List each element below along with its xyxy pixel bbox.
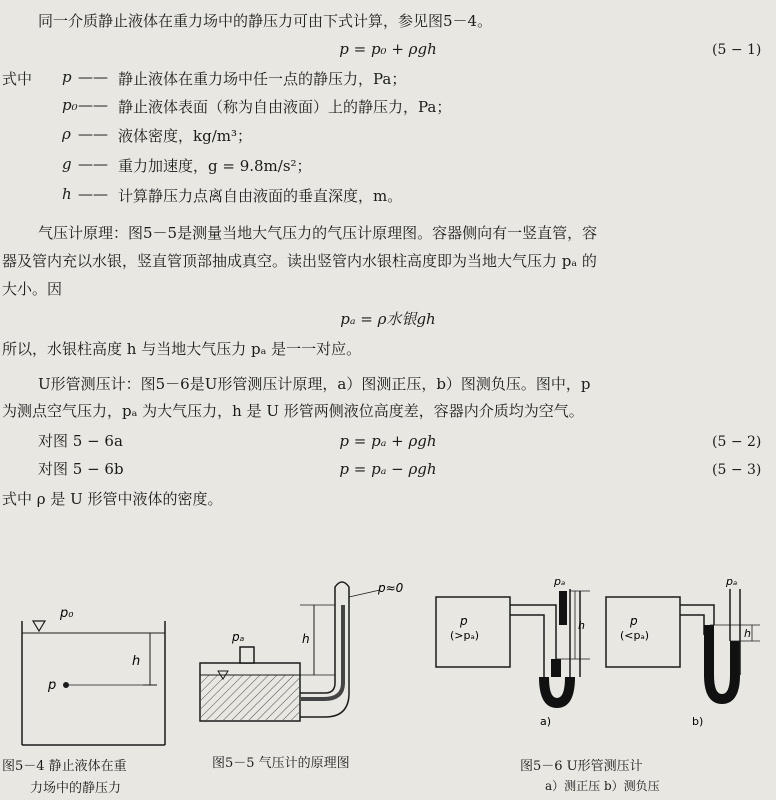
definition-text: 液体密度，kg/m³； [118, 127, 252, 145]
definition-text: 重力加速度，g = 9.8m/s²； [118, 157, 312, 175]
mercury-column [301, 605, 343, 699]
u-bend-a [544, 677, 570, 703]
figure-5-6 [430, 575, 776, 745]
figure-5-5 [190, 575, 440, 750]
mercury-pool [201, 675, 299, 720]
h-label: h [302, 632, 310, 646]
figure-5-6-caption: 图5－6 U形管测压计 [520, 759, 643, 774]
tube-a-left [510, 605, 556, 677]
u-tube-paragraph-line2: 为测点空气压力，pₐ 为大气压力，h 是 U 形管两侧液位高度差，容器内介质均为空气。 [2, 402, 584, 420]
barometer-paragraph-line1: 气压计原理：图5－5是测量当地大气压力的气压计原理图。容器侧向有一竖直管，容 [38, 224, 598, 242]
equation-5-2-number: (5 − 2) [712, 434, 762, 450]
b-p-label: p [630, 614, 638, 628]
equation-mercury: pₐ = ρ水银gh [340, 310, 436, 328]
a-p-label: p [460, 614, 468, 628]
equation-5-3-label: 对图 5 − 6b [38, 460, 124, 478]
equation-5-2: p = pₐ + ρgh [339, 432, 437, 450]
correspondence-text: 所以，水银柱高度 h 与当地大气压力 pₐ 是一一对应。 [2, 340, 362, 358]
definition-text: 计算静压力点离自由液面的垂直深度，m。 [118, 187, 403, 205]
vacuum-label: p≈0 [378, 581, 404, 595]
b-h-label: h [744, 627, 751, 640]
pa-label: pₐ [232, 630, 245, 644]
a-pa-label: pₐ [554, 575, 566, 588]
b-pa-label: pₐ [726, 575, 738, 588]
definition-text: 静止液体表面（称为自由液面）上的静压力，Pa； [118, 98, 452, 116]
definition-dash: —— [78, 96, 108, 114]
intro-text: 同一介质静止液体在重力场中的静压力可由下式计算，参见图5－4。 [38, 12, 493, 30]
definition-text: 静止液体在重力场中任一点的静压力，Pa； [118, 70, 407, 88]
barometer-paragraph-line2: 器及管内充以水银，竖直管顶部抽成真空。读出竖管内水银柱高度即为当地大气压力 pₐ 的 [2, 252, 597, 270]
figure-5-6-subcaption: a）测正压 b）测负压 [545, 779, 660, 793]
definition-symbol: g [62, 155, 72, 173]
b-sub-label: b) [692, 715, 704, 728]
equation-5-2-label: 对图 5 − 6a [38, 432, 123, 450]
equation-5-1: p = p₀ + ρgh [339, 40, 437, 58]
equation-5-3-number: (5 − 3) [712, 462, 762, 478]
p0-label: p₀ [60, 606, 74, 621]
p-label: p [48, 678, 57, 693]
h-label: h [132, 654, 141, 669]
rho-note: 式中 ρ 是 U 形管中液体的密度。 [2, 490, 223, 508]
definition-symbol: p [62, 68, 72, 86]
point-marker [63, 682, 69, 688]
a-sub-label: a) [540, 715, 552, 728]
definition-dash: —— [78, 68, 108, 86]
a-h-label: h [578, 619, 585, 632]
figure-5-4-caption-line2: 力场中的静压力 [30, 781, 122, 796]
barometer-paragraph-line3: 大小。因 [2, 280, 63, 298]
definition-symbol: p₀ [62, 96, 78, 114]
a-condition-label: (>pₐ) [450, 629, 480, 642]
u-bend-b [709, 675, 735, 699]
figure-5-4 [0, 585, 200, 755]
where-label: 式中 [2, 70, 33, 88]
vent-neck [240, 647, 254, 663]
definition-dash: —— [78, 155, 108, 173]
free-surface-marker-icon [33, 621, 45, 631]
tube-a-inner [510, 615, 544, 677]
definition-dash: —— [78, 185, 108, 203]
figure-5-4-caption-line1: 图5－4 静止液体在重 [2, 759, 127, 774]
definition-dash: —— [78, 125, 108, 143]
definition-symbol: h [62, 185, 72, 203]
figure-5-5-caption: 图5－5 气压计的原理图 [212, 756, 350, 771]
equation-5-3: p = pₐ − ρgh [339, 460, 437, 478]
definition-symbol: ρ [62, 125, 71, 143]
b-condition-label: (<pₐ) [620, 629, 650, 642]
u-tube-paragraph-line1: U形管测压计：图5－6是U形管测压计原理，a）图测正压，b）图测负压。图中，p [38, 375, 591, 393]
equation-5-1-number: (5 − 1) [712, 42, 762, 58]
